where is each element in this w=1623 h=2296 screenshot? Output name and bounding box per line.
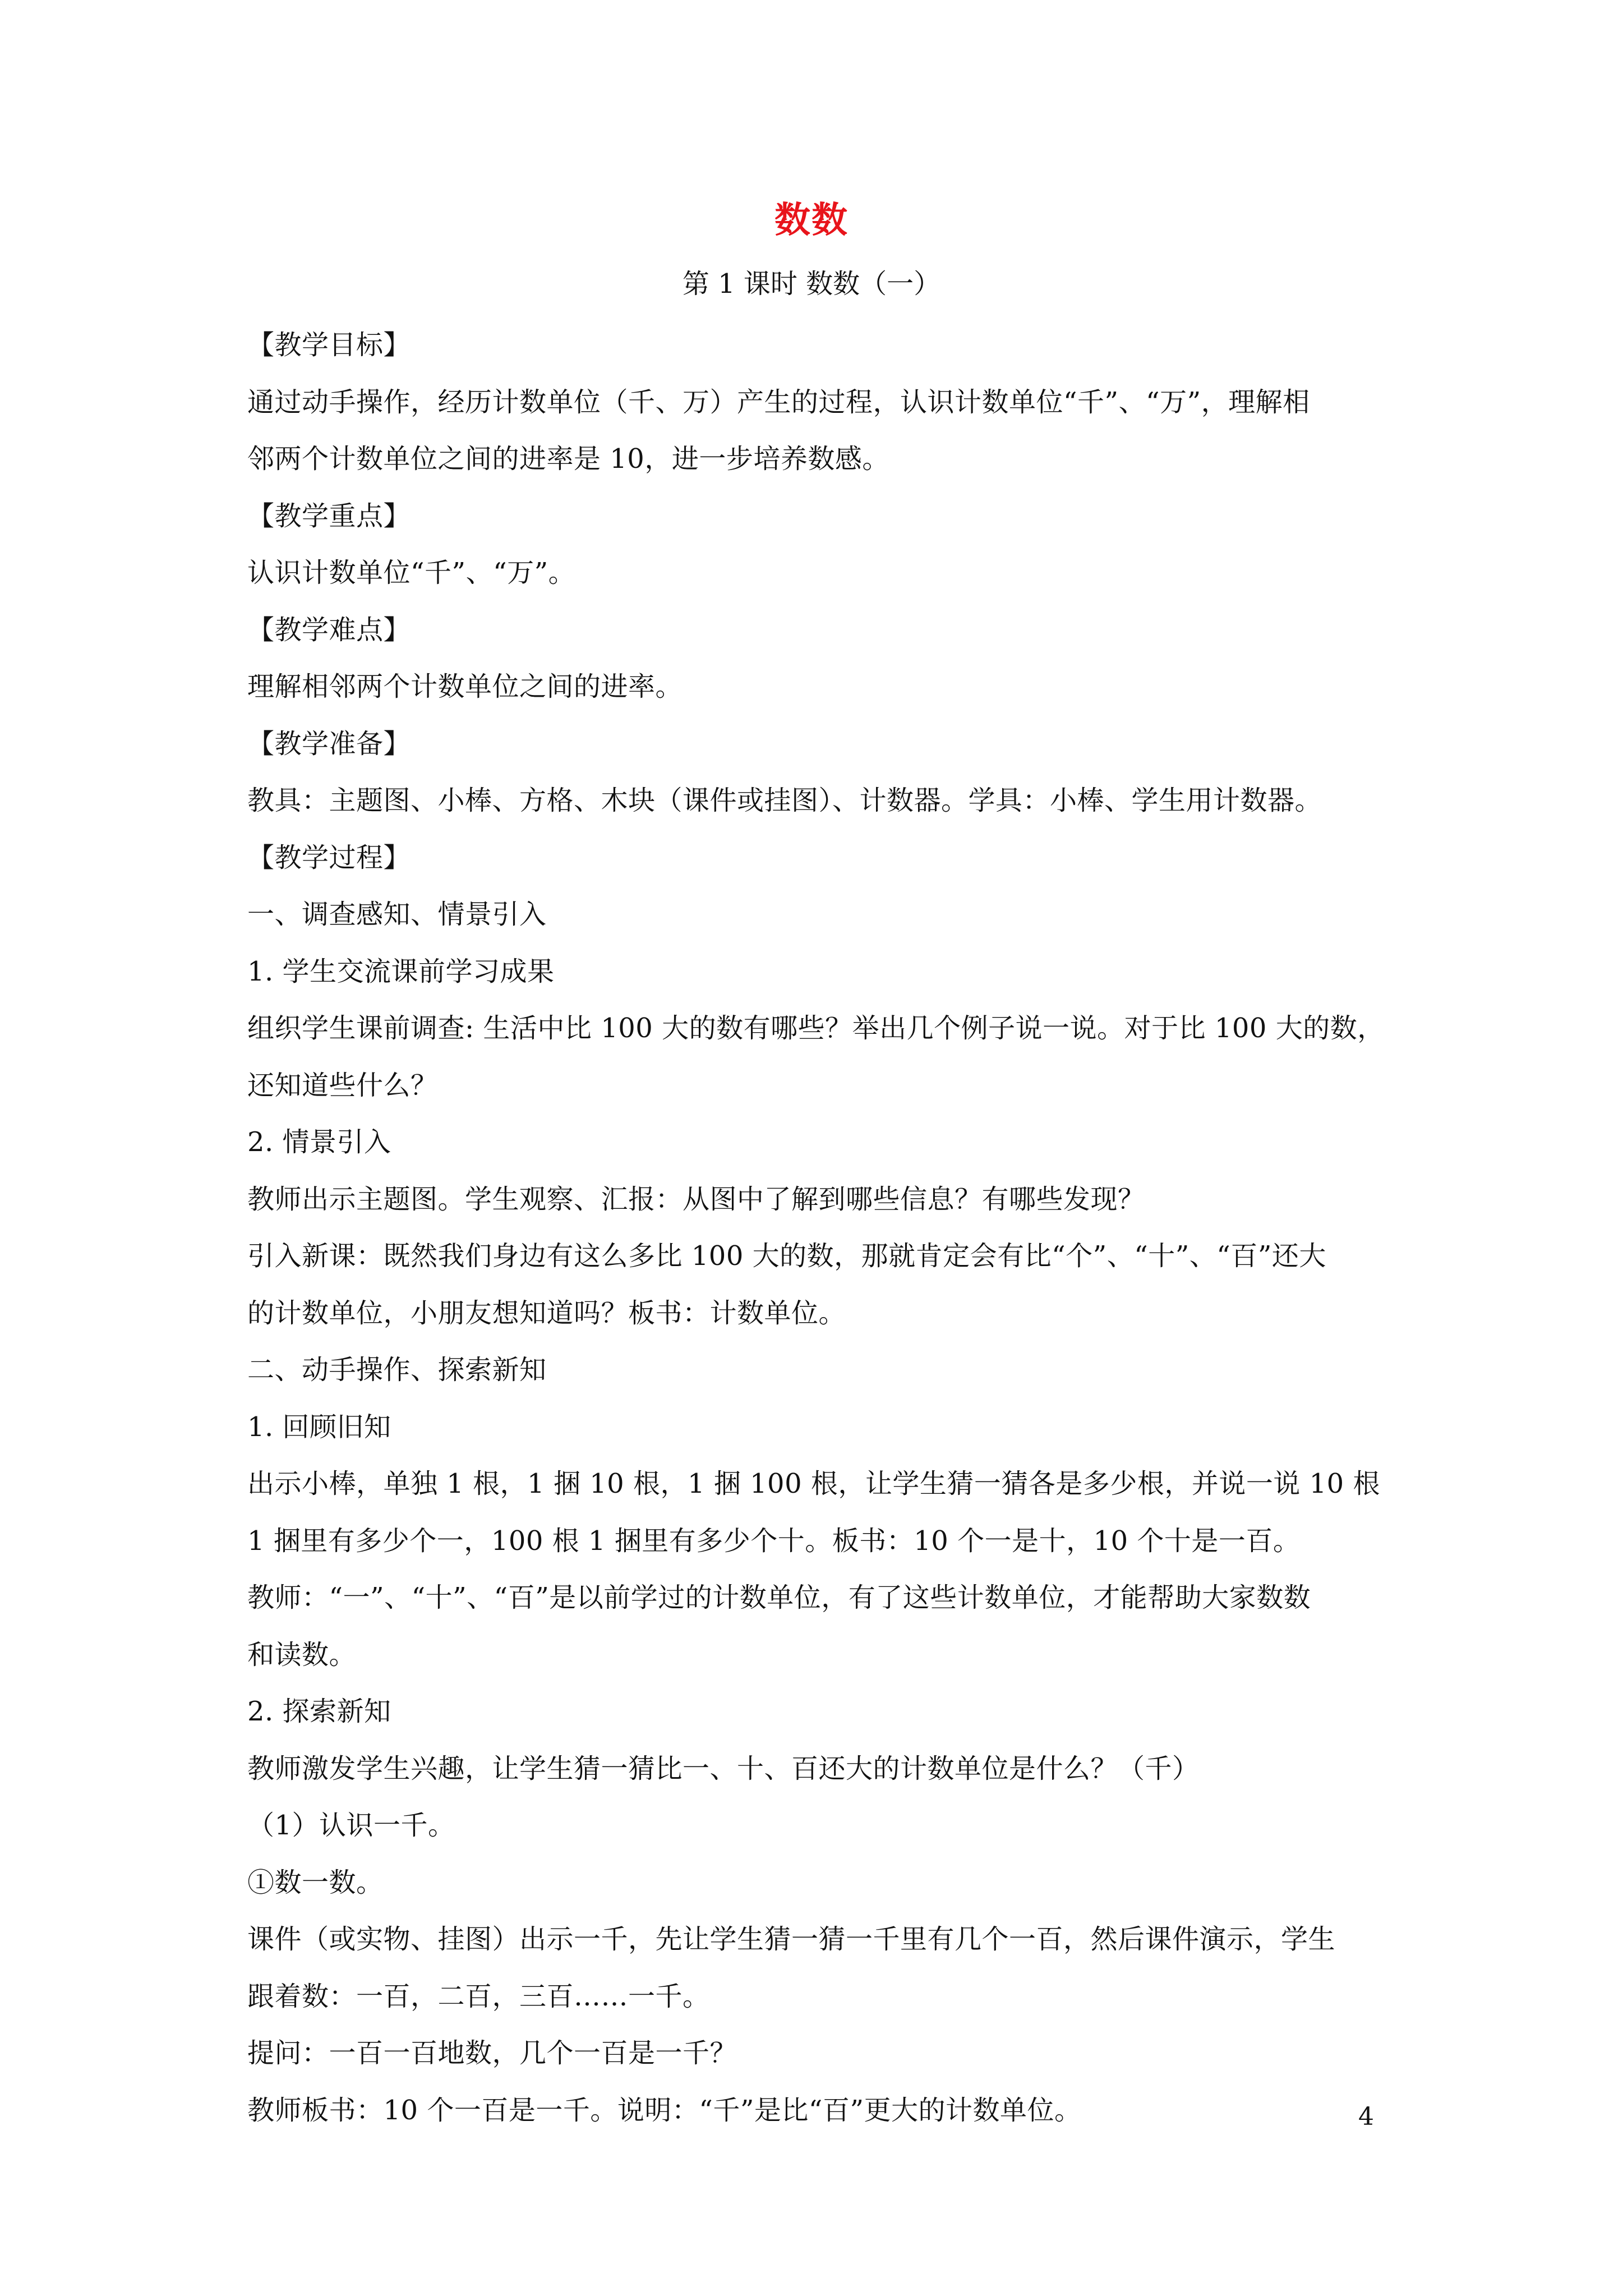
- paragraph-line: 的计数单位，小朋友想知道吗？板书：计数单位。: [247, 1297, 846, 1329]
- lesson-body: [247, 317, 1385, 2139]
- paragraph-line: 邻两个计数单位之间的进率是 10，进一步培养数感。: [247, 443, 889, 475]
- paragraph-line: 1 捆里有多少个一，100 根 1 捆里有多少个十。板书：10 个一是十，10 个十是一百。: [247, 1525, 1301, 1557]
- paragraph-line: 引入新课：既然我们身边有这么多比 100 大的数，那就肯定会有比“个”、“十”、“百”还大: [247, 1240, 1326, 1272]
- paragraph-line: 通过动手操作，经历计数单位（千、万）产生的过程，认识计数单位“千”、“万”，理解相: [247, 386, 1310, 418]
- document-title: 数数: [774, 199, 849, 241]
- step-heading: 2. 情景引入: [247, 1126, 391, 1158]
- section-heading-difficulties: 【教学难点】: [247, 614, 411, 646]
- paragraph-line: 认识计数单位“千”、“万”。: [247, 557, 576, 588]
- lesson-subtitle: 第 1 课时 数数（一）: [682, 268, 941, 300]
- step-heading: 2. 探索新知: [247, 1696, 391, 1727]
- paragraph-line: 教师激发学生兴趣，让学生猜一猜比一、十、百还大的计数单位是什么？（千）: [247, 1752, 1200, 1784]
- paragraph-line: 还知道些什么？: [247, 1069, 438, 1101]
- part-heading: 一、调查感知、情景引入: [247, 899, 547, 930]
- section-heading-teaching-process: 【教学过程】: [247, 841, 411, 873]
- section-heading-teaching-goals: 【教学目标】: [247, 329, 411, 361]
- sub-step-heading: （1）认识一千。: [247, 1810, 455, 1841]
- paragraph-line: 提问：一百一百地数，几个一百是一千？: [247, 2037, 737, 2069]
- paragraph-line: 教师板书：10 个一百是一千。说明：“千”是比“百”更大的计数单位。: [247, 2094, 1082, 2126]
- paragraph-line: 教具：主题图、小棒、方格、木块（课件或挂图）、计数器。学具：小棒、学生用计数器。: [247, 785, 1322, 816]
- step-heading: 1. 回顾旧知: [247, 1411, 391, 1443]
- section-heading-preparation: 【教学准备】: [247, 728, 411, 760]
- paragraph-line: 跟着数：一百，二百，三百……一千。: [247, 1980, 710, 2012]
- paragraph-line: 出示小棒，单独 1 根，1 捆 10 根，1 捆 100 根，让学生猜一猜各是多少根，并说一说 10 根: [247, 1468, 1380, 1499]
- sub-step-heading: ①数一数。: [247, 1866, 384, 1898]
- paragraph-line: 理解相邻两个计数单位之间的进率。: [247, 671, 683, 702]
- paragraph-line: 组织学生课前调查: 生活中比 100 大的数有哪些？举出几个例子说一说。对于比 100 大的数，: [247, 1013, 1385, 1044]
- page-number: 4: [1358, 2102, 1374, 2131]
- paragraph-line: 课件（或实物、挂图）出示一千，先让学生猜一猜一千里有几个一百，然后课件演示，学生: [247, 1924, 1336, 1955]
- paragraph-line: 教师出示主题图。学生观察、汇报：从图中了解到哪些信息？有哪些发现？: [247, 1183, 1145, 1215]
- part-heading: 二、动手操作、探索新知: [247, 1354, 547, 1386]
- paragraph-line: 和读数。: [247, 1639, 357, 1671]
- section-heading-key-points: 【教学重点】: [247, 500, 411, 532]
- step-heading: 1. 学生交流课前学习成果: [247, 955, 555, 987]
- paragraph-line: 教师：“一”、“十”、“百”是以前学过的计数单位，有了这些计数单位，才能帮助大家数数: [247, 1582, 1311, 1613]
